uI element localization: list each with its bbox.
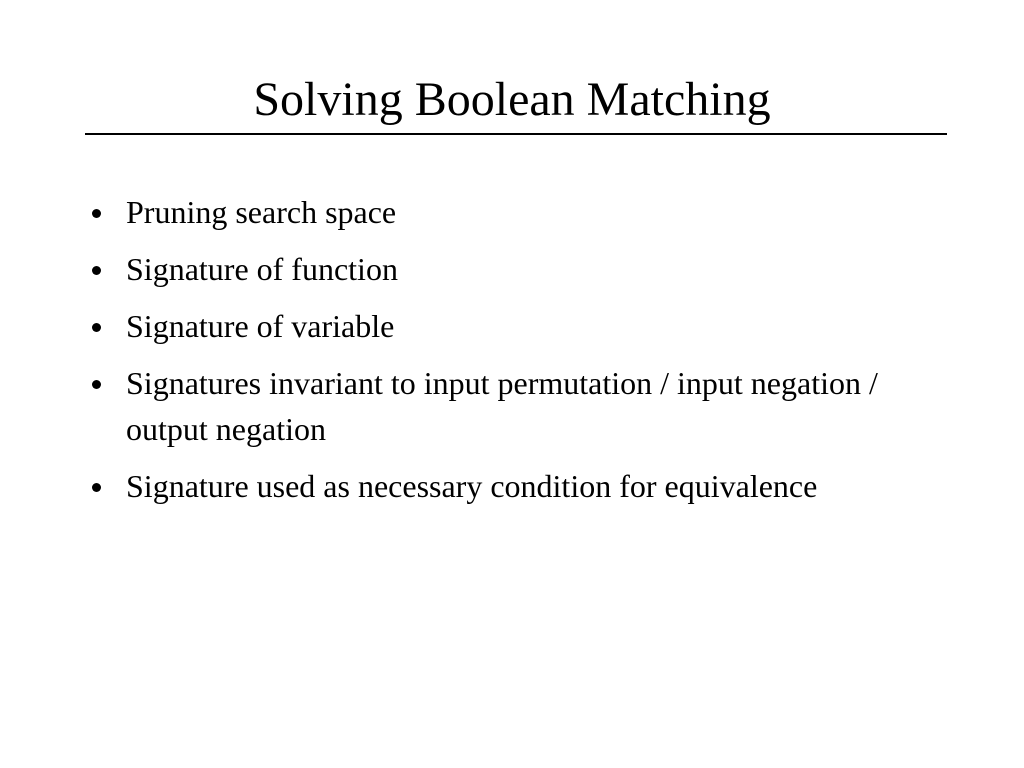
bullet-item xyxy=(85,463,925,509)
bullet-item xyxy=(85,246,925,292)
slide-title: Solving Boolean Matching xyxy=(253,73,771,126)
bullet-dot-icon xyxy=(92,323,101,332)
bullet-text: Signature of variable xyxy=(126,308,395,344)
bullet-dot-icon xyxy=(92,266,101,275)
bullet-item xyxy=(85,360,925,452)
bullet-dot-icon xyxy=(92,483,101,492)
title-divider xyxy=(85,133,947,135)
bullet-dot-icon xyxy=(92,380,101,389)
bullet-dot-icon xyxy=(92,209,101,218)
bullet-text: Signatures invariant to input permutation / input negation / output negation xyxy=(126,365,878,447)
bullet-item xyxy=(85,303,925,349)
bullet-text: Signature of function xyxy=(126,251,398,287)
bullet-text: Signature used as necessary condition for equivalence xyxy=(126,468,818,504)
bullet-text: Pruning search space xyxy=(126,194,397,230)
bullet-list xyxy=(85,189,925,520)
bullet-item xyxy=(85,189,925,235)
